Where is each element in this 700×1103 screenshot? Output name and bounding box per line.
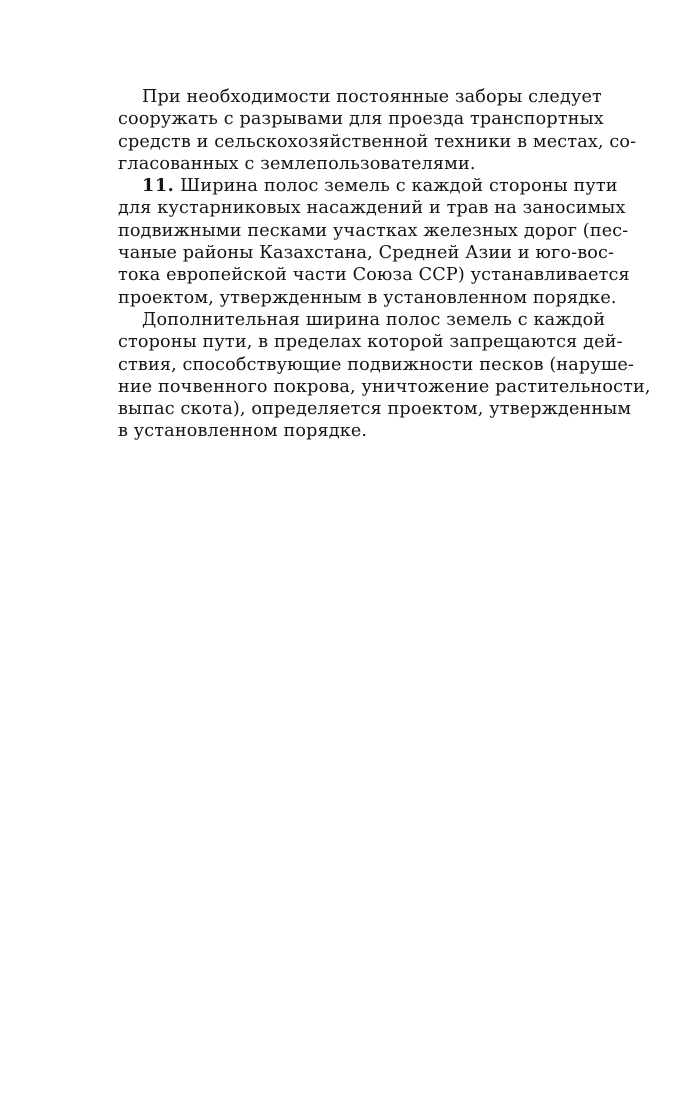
text-line: чаные районы Казахстана, Средней Азии и юго-вос- xyxy=(118,243,615,264)
text-line: выпас скота), определяется проектом, утвержденным xyxy=(118,399,632,420)
text-line: ствия, способствующие подвижности песков (наруше- xyxy=(118,354,634,375)
text-line: для кустарниковых насаждений и трав на заносимых xyxy=(118,198,626,219)
text-line: сооружать с разрывами для проезда транспортных xyxy=(118,109,604,130)
text-line: в установленном порядке. xyxy=(118,421,368,442)
paragraph-fences xyxy=(118,86,637,175)
body-text xyxy=(118,86,651,443)
text-line: стороны пути, в пределах которой запрещаются дей- xyxy=(118,332,623,353)
text-line: При необходимости постоянные заборы следует xyxy=(142,87,602,107)
text-line: Дополнительная ширина полос земель с каждой xyxy=(142,309,606,330)
text-line: ние почвенного покрова, уничтожение растительности, xyxy=(118,376,651,397)
paragraph-11 xyxy=(118,175,630,309)
text-line: подвижными песками участках железных дорог (пес- xyxy=(118,220,629,241)
text-line: средств и сельскохозяйственной техники в местах, со- xyxy=(118,131,637,152)
text-line: проектом, утвержденным в установленном порядке. xyxy=(118,287,617,308)
text-line-content: Ширина полос земель с каждой стороны пути xyxy=(174,176,618,197)
text-line: гласованных с землепользователями. xyxy=(118,153,476,174)
text-line xyxy=(118,175,618,197)
paragraph-number: 11. xyxy=(142,175,175,197)
paragraph-additional-width xyxy=(118,309,651,443)
text-line: тока европейской части Союза ССР) устанавливается xyxy=(118,265,630,286)
